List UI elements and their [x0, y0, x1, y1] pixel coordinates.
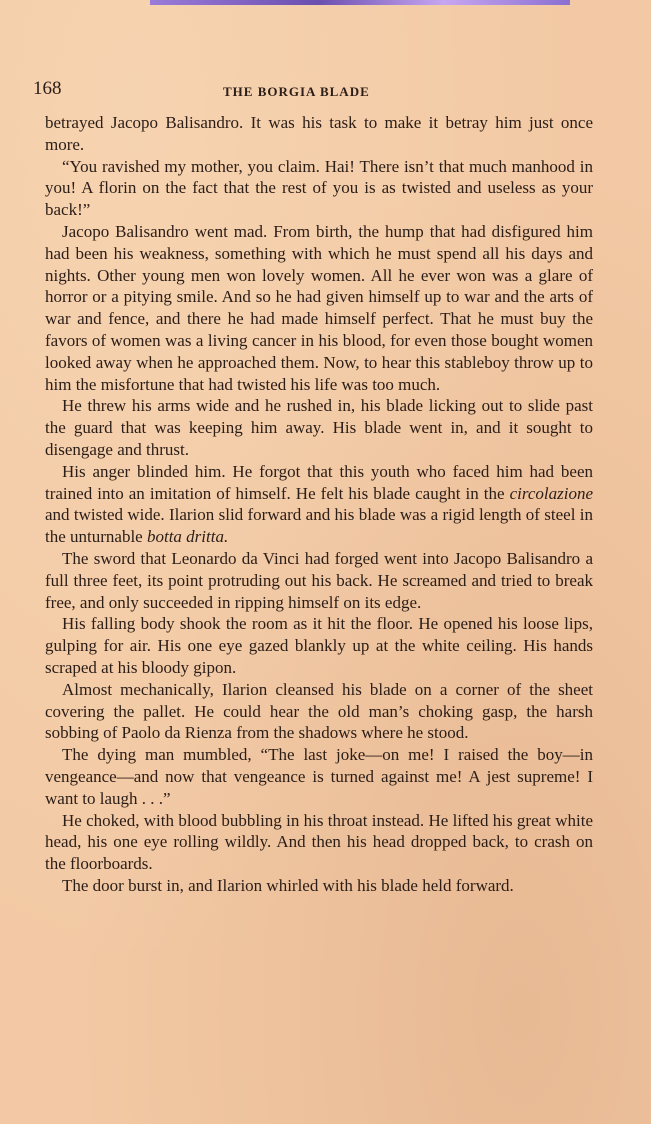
paragraph	[45, 112, 593, 156]
paragraph	[45, 810, 593, 875]
paragraph	[45, 875, 593, 897]
text-segment: Almost mechanically, Ilarion cleansed his blade on a corner of the sheet covering the pallet. He could hear the old man’s choking gasp, the harsh sobbing of Paolo da Rienza from the shadows where he stood.	[45, 679, 593, 743]
text-segment: He choked, with blood bubbling in his throat instead. He lifted his great white head, his one eye rolling wildly. And then his head dropped back, to crash on the floorboards.	[45, 810, 593, 874]
text-segment: He threw his arms wide and he rushed in, his blade licking out to slide past the guard that was keeping him away. His blade went in, and it sought to disengage and thrust.	[45, 396, 593, 459]
paragraph	[45, 221, 593, 395]
italic-text: botta dritta.	[146, 527, 229, 547]
text-segment: The sword that Leonardo da Vinci had forged went into Jacopo Balisandro a full three feet, its point protruding out his back. He screamed and tried to break free, and only succeeded in ripping himself on its edge.	[45, 548, 593, 612]
top-edge-strip	[150, 0, 570, 5]
text-segment: The dying man mumbled, “The last joke—on me! I raised the boy—in vengeance—and now that vengeance is turned against me! A jest supreme! I want to laugh . . .”	[45, 745, 593, 808]
paragraph	[45, 679, 593, 744]
paragraph	[45, 548, 593, 613]
page-header	[33, 78, 593, 106]
text-segment: betrayed Jacopo Balisandro. It was his task to make it betray him just once more.	[45, 113, 593, 154]
text-segment: Jacopo Balisandro went mad. From birth, the hump that had disfigured him had been his weakness, something with which he must spend all his days and nights. Other young men won lovely women. All he ever won was a glare of horror or a pitying smile. And so he had given himself up to war and the arts of war and fence, and there he had made himself perfect. That he must buy the favors of women was a living cancer in his blood, for even those bought women looked away when he approached them. Now, to hear this stableboy throw up to him the misfortune that had twisted his life was too much.	[45, 221, 593, 394]
text-segment: “You ravished my mother, you claim. Hai! There isn’t that much manhood in you! A florin on the fact that the rest of you is as twisted and useless as your back!”	[45, 156, 593, 220]
paragraph	[45, 613, 593, 678]
text-segment: His falling body shook the room as it hit the floor. He opened his loose lips, gulping for air. His one eye gazed blankly up at the white ceiling. His hands scraped at his bloody gipon.	[45, 614, 593, 677]
paragraph	[45, 461, 593, 548]
paragraph	[45, 744, 593, 809]
text-segment: His anger blinded him. He forgot that this youth who faced him had been trained into an imitation of himself. He felt his blade caught in the	[45, 461, 593, 503]
page-number: 168	[33, 78, 62, 99]
text-segment: and twisted wide. Ilarion slid forward and his blade was a rigid length of steel in the unturnable	[45, 505, 593, 547]
text-segment: The door burst in, and Ilarion whirled with his blade held forward.	[62, 875, 514, 895]
running-head: THE BORGIA BLADE	[223, 84, 370, 99]
body-text	[33, 112, 593, 897]
paragraph	[45, 395, 593, 460]
paragraph	[45, 156, 593, 221]
book-page	[33, 78, 593, 897]
italic-text: circolazione	[509, 483, 593, 503]
